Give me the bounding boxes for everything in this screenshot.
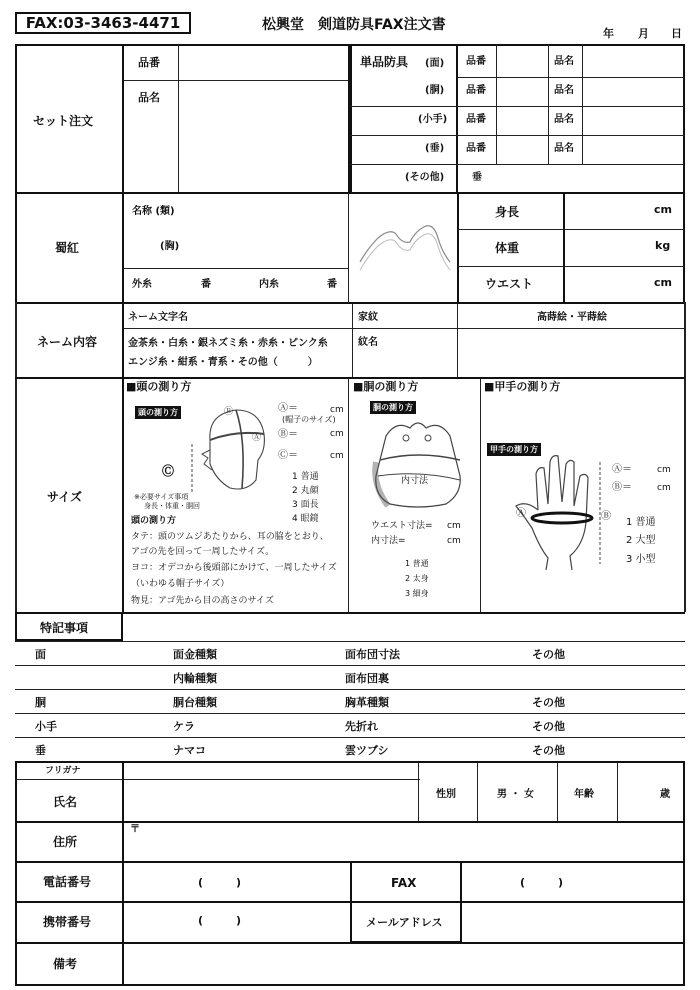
do-measure-tag: 胴の測り方 xyxy=(370,401,416,414)
shokko-mune-label: (胸) xyxy=(160,241,180,252)
kote-measure-title: ■甲手の測り方 xyxy=(484,380,561,393)
parts-option: ナマコ xyxy=(173,744,206,757)
phone-label: 電話番号 xyxy=(43,875,92,889)
fax-email-labels xyxy=(350,861,462,943)
required-note: ※必要サイズ事項 xyxy=(134,493,189,501)
mobile-input[interactable]: ( ) xyxy=(198,914,242,927)
gender-options[interactable]: 男 ・ 女 xyxy=(497,789,534,800)
gender-label: 性別 xyxy=(436,789,456,800)
parts-option: 面布団寸法 xyxy=(345,648,400,661)
kote-option: 3 小型 xyxy=(626,554,656,565)
cm-unit: cm xyxy=(330,405,344,415)
email-input[interactable] xyxy=(464,903,683,941)
thread-colors-2: エンジ糸・紺系・青系・その他（ ） xyxy=(128,357,318,368)
do-option: 1 普通 xyxy=(405,559,429,568)
letter-a-icon: Ⓐ xyxy=(516,508,526,519)
single-other-value: 垂 xyxy=(472,172,482,183)
parts-other: その他 xyxy=(532,744,565,757)
parts-do: 胴 xyxy=(35,696,46,709)
head-option: 2 丸顔 xyxy=(292,486,319,496)
kote-a-equals: Ⓐ＝ xyxy=(612,464,632,475)
set-order-label: セット注文 xyxy=(33,114,94,128)
head-measure-tag: 頭の測り方 xyxy=(135,406,181,419)
weight-unit: kg xyxy=(655,239,671,252)
thread-colors-1: 金茶糸・白糸・銀ネズミ糸・赤糸・ピンク糸 xyxy=(128,338,328,349)
mobile-label: 携帯番号 xyxy=(43,915,92,929)
naisun-equals: 内寸法= xyxy=(371,536,406,546)
single-hinmei-label: 品名 xyxy=(554,114,574,125)
single-hinban-label: 品番 xyxy=(466,85,486,96)
cm-unit: cm xyxy=(447,521,461,531)
do-measure-illustration xyxy=(366,414,470,514)
height-label: 身長 xyxy=(495,205,520,219)
fax-input[interactable]: ( ) xyxy=(520,876,564,889)
svg-text:Ⓑ: Ⓑ xyxy=(224,407,234,417)
day-label: 日 xyxy=(671,27,682,40)
head-option: 3 面長 xyxy=(292,500,319,510)
kote-option: 1 普通 xyxy=(626,517,656,528)
set-hinmei-input[interactable] xyxy=(180,82,346,192)
a-note: (帽子のサイズ) xyxy=(282,415,336,424)
notes-input[interactable] xyxy=(125,614,683,640)
cm-unit: cm xyxy=(657,483,671,493)
remarks-label: 備考 xyxy=(53,957,78,971)
head-option: 4 眼鏡 xyxy=(292,514,319,524)
address-label: 住所 xyxy=(53,835,78,849)
remarks-input[interactable] xyxy=(125,944,683,984)
makie-label: 高蒔絵・平蒔絵 xyxy=(537,312,607,323)
single-hinban-label: 品番 xyxy=(466,143,486,154)
single-hinmei-label: 品名 xyxy=(554,85,574,96)
single-item-other: (その他) xyxy=(405,172,445,183)
parts-tare: 垂 xyxy=(35,744,46,757)
parts-other: その他 xyxy=(532,696,565,709)
height-input[interactable] xyxy=(567,194,647,228)
label-column-divider xyxy=(122,44,124,614)
c-equals: Ⓒ＝ xyxy=(278,450,298,461)
age-input[interactable] xyxy=(619,781,659,819)
month-label: 月 xyxy=(638,27,649,40)
parts-men: 面 xyxy=(35,648,46,661)
parts-option: 内輪種類 xyxy=(173,672,217,685)
waist-unit: cm xyxy=(654,276,672,289)
parts-option: 面金種類 xyxy=(173,648,217,661)
cm-unit: cm xyxy=(330,451,344,461)
a-equals: Ⓐ＝ xyxy=(278,403,298,414)
furigana-input[interactable] xyxy=(125,763,416,778)
cm-unit: cm xyxy=(330,429,344,439)
cm-unit: cm xyxy=(447,536,461,546)
single-hinban-label: 品番 xyxy=(466,56,486,67)
head-measure-illustration xyxy=(180,400,280,500)
address-input[interactable] xyxy=(125,823,683,860)
letter-b-icon: Ⓑ xyxy=(601,511,611,522)
kote-b-equals: Ⓑ＝ xyxy=(612,482,632,493)
head-option: 1 普通 xyxy=(292,472,319,482)
ban-label: 番 xyxy=(201,279,211,290)
naishi-label: 内糸 xyxy=(259,279,279,290)
parts-kote: 小手 xyxy=(35,720,57,733)
fax-number: FAX:03-3463-4471 xyxy=(15,12,191,34)
parts-other: その他 xyxy=(532,648,565,661)
waist-label: ウエスト xyxy=(485,277,534,291)
do-measure-title: ■胴の測り方 xyxy=(353,380,419,393)
svg-text:Ⓐ: Ⓐ xyxy=(252,433,262,443)
parts-option: 胴台種類 xyxy=(173,696,217,709)
parts-other: その他 xyxy=(532,720,565,733)
b-equals: Ⓑ＝ xyxy=(278,429,298,440)
set-hinban-label: 品番 xyxy=(138,56,160,69)
single-item-men: (面) xyxy=(425,58,445,69)
ban-label: 番 xyxy=(327,279,337,290)
name-moji-label: ネーム文字名 xyxy=(128,312,188,323)
shokko-name-label: 名称 (類) xyxy=(132,206,175,217)
year-label: 年 xyxy=(603,27,614,40)
furigana-label: フリガナ xyxy=(45,766,81,776)
postal-mark: 〒 xyxy=(130,824,140,835)
name-label: ネーム内容 xyxy=(37,335,98,349)
single-item-kote: (小手) xyxy=(418,114,448,125)
tate-desc: タテ：頭のツムジあたりから、耳の脇をとおり、 xyxy=(131,532,329,542)
monomi-desc: 物見：アゴ先から目の高さのサイズ xyxy=(131,596,274,606)
monmei-input[interactable] xyxy=(460,330,682,376)
set-hinban-input[interactable] xyxy=(180,46,346,79)
set-hinmei-label: 品名 xyxy=(138,91,160,104)
weight-label: 体重 xyxy=(495,241,520,255)
head-measure-title: ■頭の測り方 xyxy=(126,380,192,393)
waist-input[interactable] xyxy=(567,268,647,302)
parts-option: ケラ xyxy=(173,720,195,733)
parts-option: 雲ツブシ xyxy=(345,744,389,757)
parts-option: 面布団裏 xyxy=(345,672,389,685)
age-label: 年齢 xyxy=(574,789,594,800)
yoko-desc-2: （いわゆる帽子サイズ） xyxy=(131,579,230,589)
height-unit: cm xyxy=(654,203,672,216)
weight-input[interactable] xyxy=(567,231,647,265)
single-item-do: (胴) xyxy=(425,85,445,96)
cm-unit: cm xyxy=(657,465,671,475)
email-label: メールアドレス xyxy=(366,916,443,929)
parts-option: 先折れ xyxy=(345,720,378,733)
do-option: 2 太身 xyxy=(405,574,429,583)
single-item-tare: (垂) xyxy=(425,143,445,154)
letter-c-icon: Ⓒ xyxy=(162,464,175,478)
phone-input[interactable]: ( ) xyxy=(198,876,242,889)
waist-measure-label: ウエスト寸法= xyxy=(371,521,433,531)
parts-option: 胸革種類 xyxy=(345,696,389,709)
customer-name-input[interactable] xyxy=(125,781,416,819)
head-measure-subtitle: 頭の測り方 xyxy=(131,516,177,526)
yoko-desc: ヨコ：オデコから後頭部にかけて、一周したサイズ xyxy=(131,563,337,573)
single-hinmei-label: 品名 xyxy=(554,56,574,67)
single-hinban-label: 品番 xyxy=(466,114,486,125)
size-label: サイズ xyxy=(47,490,83,504)
naisun-label: 内寸法 xyxy=(401,476,429,486)
notes-label: 特記事項 xyxy=(40,621,89,635)
do-option: 3 細身 xyxy=(405,589,429,598)
kote-option: 2 大型 xyxy=(626,535,656,546)
fax-label: FAX xyxy=(391,876,417,890)
single-item-label: 単品防具 xyxy=(360,55,409,69)
shokko-label: 蜀紅 xyxy=(55,241,80,255)
gaishi-label: 外糸 xyxy=(132,279,152,290)
single-hinmei-label: 品名 xyxy=(554,143,574,154)
customer-name-label: 氏名 xyxy=(53,795,78,809)
kote-measure-tag: 甲手の測り方 xyxy=(487,443,541,456)
mune-illustration xyxy=(352,200,456,292)
age-unit: 歳 xyxy=(660,789,670,800)
page-title: 松興堂 剣道防具FAX注文書 xyxy=(262,17,446,33)
tate-desc-2: アゴの先を回って一周したサイズ。 xyxy=(131,547,275,557)
kamon-label: 家紋 xyxy=(358,312,378,323)
required-note-items: 身長・体重・胴回 xyxy=(144,502,200,510)
monmei-label: 紋名 xyxy=(358,337,378,348)
